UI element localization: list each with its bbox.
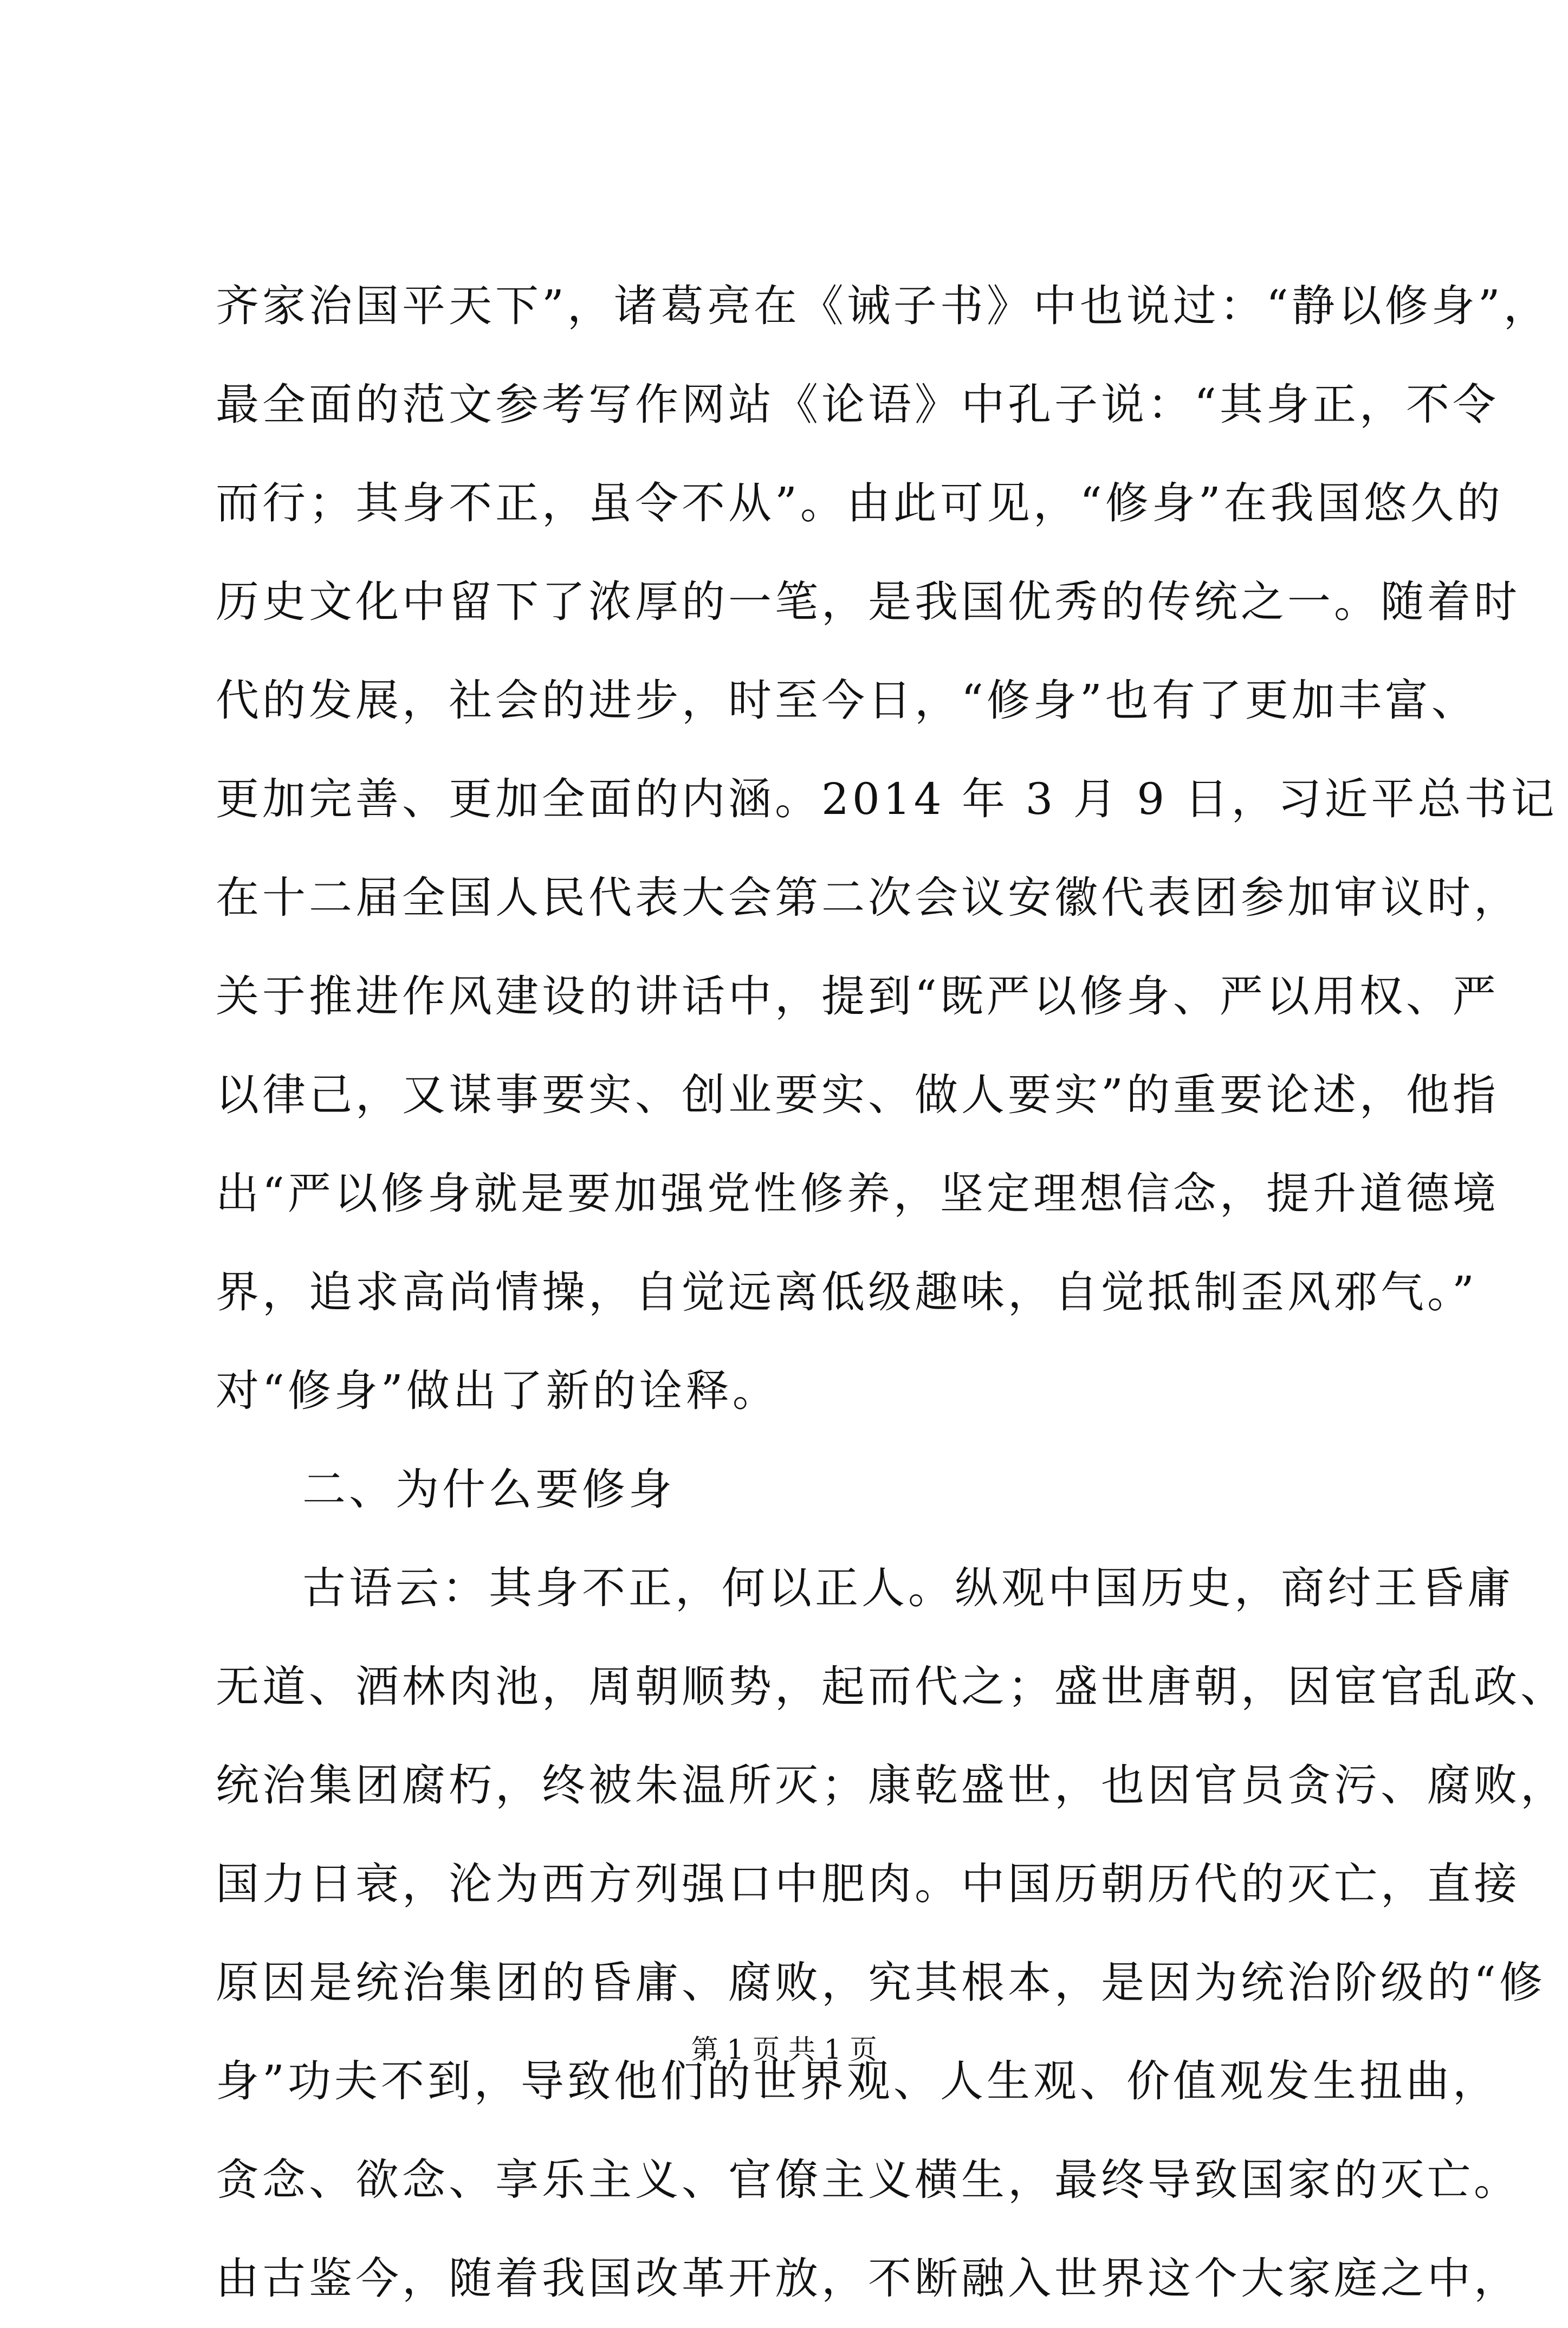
text-line: 界，追求高尚情操，自觉远离低级趣味，自觉抵制歪风邪气。” [216,1267,1478,1317]
body-text [216,257,1567,2328]
text-line: 身”功夫不到，导致他们的世界观、人生观、价值观发生扭曲， [216,2056,1499,2106]
section-heading: 二、为什么要修身 [302,1464,675,1515]
text-line: 原因是统治集团的昏庸、腐败，究其根本，是因为统治阶级的“修 [216,1957,1546,2008]
text-line: 出“严以修身就是要加强党性修养，坚定理想信念，提升道德境 [216,1168,1499,1219]
paragraph-first-line: 古语云：其身不正，何以正人。纵观中国历史，商纣王昏庸 [302,1563,1514,1613]
text-line: 国力日衰，沦为西方列强口中肥肉。中国历朝历代的灭亡，直接 [216,1859,1520,1909]
text-line: 由古鉴今，随着我国改革开放，不断融入世界这个大家庭之中， [216,2253,1520,2304]
text-line: 统治集团腐朽，终被朱温所灭；康乾盛世，也因官员贪污、腐败， [216,1760,1567,1810]
text-line: 以律己，又谋事要实、创业要实、做人要实”的重要论述，他指 [216,1070,1499,1120]
text-line: 历史文化中留下了浓厚的一笔，是我国优秀的传统之一。随着时 [216,577,1520,627]
text-line: 贪念、欲念、享乐主义、官僚主义横生，最终导致国家的灭亡。 [216,2155,1520,2205]
text-line: 关于推进作风建设的讲话中，提到“既严以修身、严以用权、严 [216,971,1499,1021]
text-line: 在十二届全国人民代表大会第二次会议安徽代表团参加审议时， [216,872,1520,923]
text-line: 无道、酒林肉池，周朝顺势，起而代之；盛世唐朝，因宦官乱政、 [216,1661,1567,1712]
page-footer: 第 1 页 共 1 页 [691,2034,877,2065]
text-line: 而行；其身不正，虽令不从”。由此可见，“修身”在我国悠久的 [216,478,1504,528]
text-line: 最全面的范文参考写作网站《论语》中孔子说：“其身正，不令 [216,379,1499,430]
text-line: 更加完善、更加全面的内涵。2014 年 3 月 9 日，习近平总书记 [216,774,1558,824]
text-line: 对“修身”做出了新的诠释。 [216,1366,779,1416]
text-line: 代的发展，社会的进步，时至今日，“修身”也有了更加丰富、 [216,675,1478,726]
text-line: 齐家治国平天下”，诸葛亮在《诫子书》中也说过：“静以修身”， [216,281,1550,331]
